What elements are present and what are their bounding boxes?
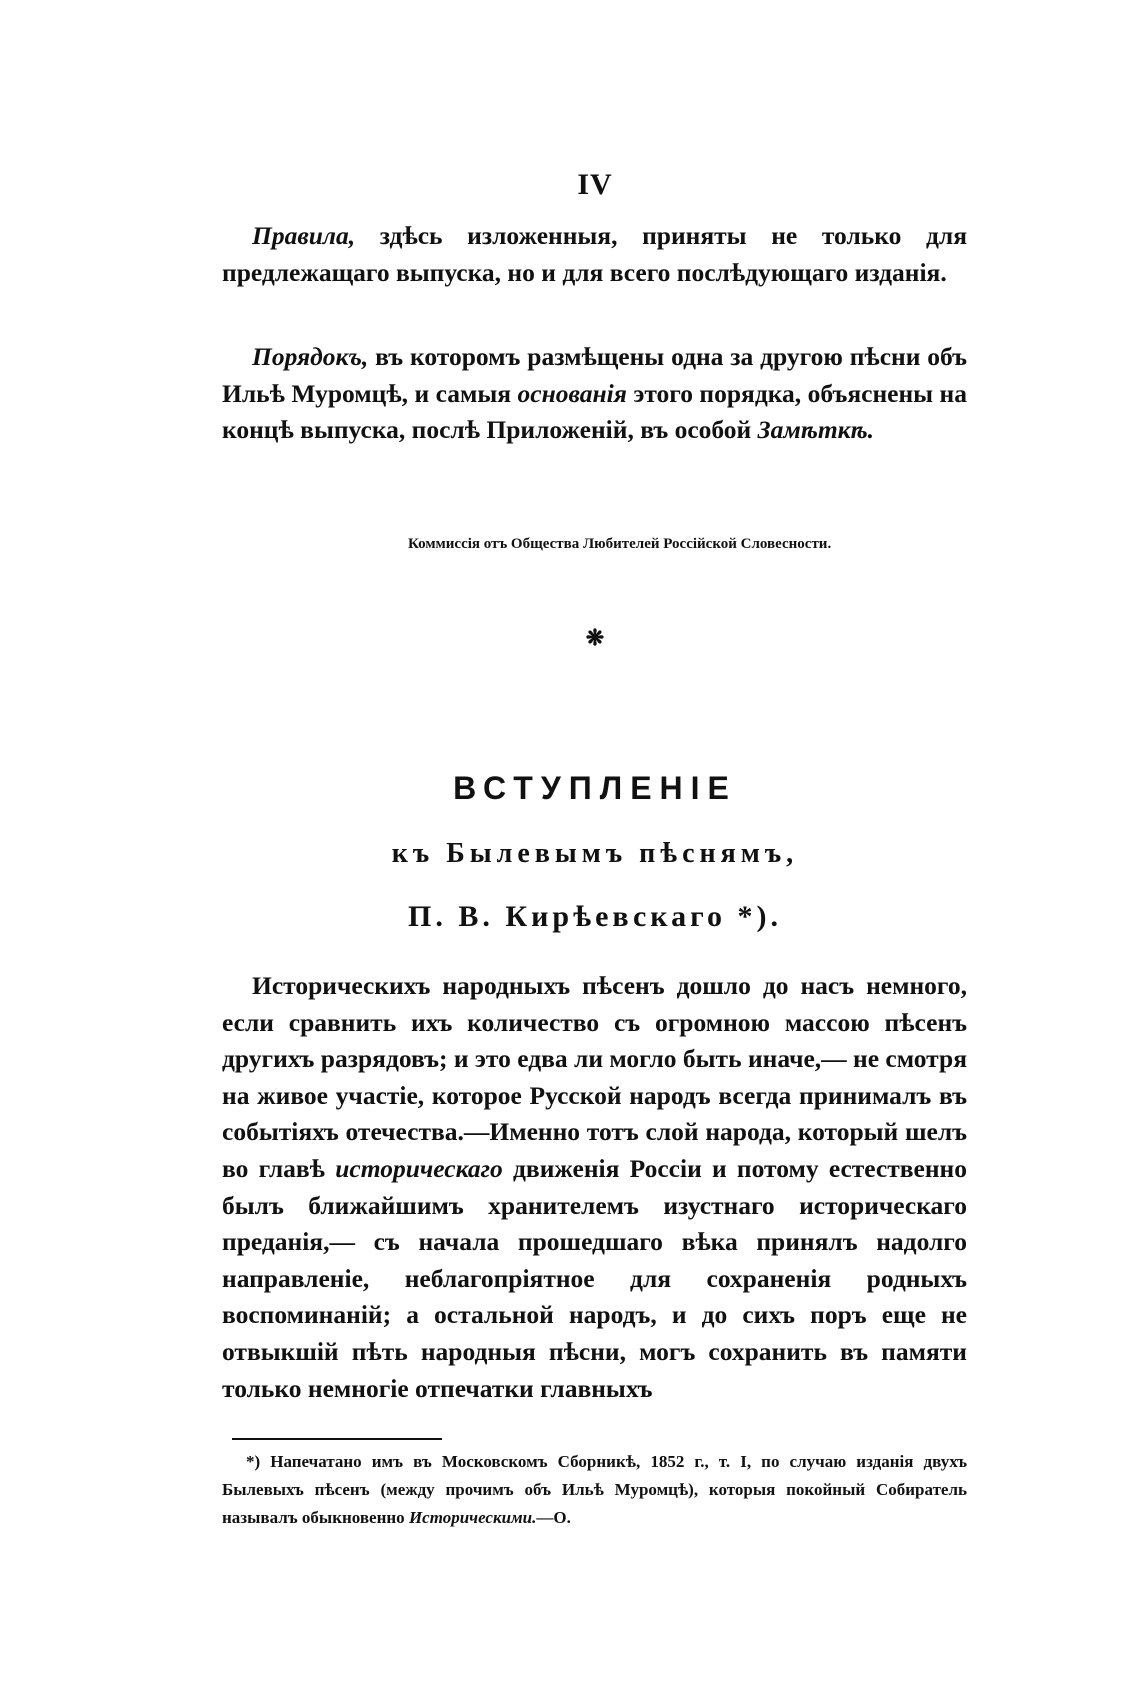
section-subtitle: къ Былевымъ пѣснямъ, [391,838,799,869]
section-author: П. В. Кирѣевскаго *). [408,900,782,933]
order-emphasis: основанія [517,378,627,408]
footnote-divider [232,1438,442,1440]
paragraph-order [222,339,967,449]
paragraph-main [222,968,967,1407]
rules-lead-word: Правила, [252,221,356,250]
main-text-1: Историческихъ народныхъ пѣсенъ дошло до насъ немного, если сравнить ихъ количество съ огромною массою пѣсенъ другихъ разрядовъ; и это едва ли могло быть иначе,— не смотря на живое участіе, которое Русской народъ всегда принималъ въ событіяхъ отечества.—Именно тотъ слой народа, который шелъ во главѣ [222,971,967,1183]
order-lead-word: Порядокъ, [252,342,369,371]
order-text-2: этого порядка, объяснены на концѣ выпуска, послѣ Приложеній, въ особой [222,378,967,445]
section-title: ВСТУПЛЕНІЕ [453,770,737,806]
footnote-text-1: *) Напечатано имъ въ Московскомъ Сборникѣ, 1852 г., т. I, по случаю изданія двухъ Былевыхъ пѣсенъ (между прочимъ объ Ильѣ Муромцѣ), которыя покойный Собиратель называлъ обыкновенно [222,1452,967,1527]
order-text-1: въ которомъ размѣщены одна за другою пѣсни объ Ильѣ Муромцѣ, и самыя [222,342,967,408]
asterisk-ornament-icon: ❋ [585,625,605,650]
order-end-word: Замѣткѣ. [757,415,874,445]
page-number: IV [577,168,613,201]
footnote-text-2: —О. [536,1508,571,1527]
commission-signature: Коммиссія отъ Общества Любителей Россійской Словесности. [408,536,832,552]
footnote [222,1448,967,1532]
paragraph-rules [222,218,967,291]
main-text-2: движенія Россіи и потому естественно былъ ближайшимъ хранителемъ изустнаго историческаго преданія,— съ начала прошедшаго вѣка принялъ надолго направленіе, неблагопріятное для сохраненія родныхъ воспоминаній; а остальной народъ, и до сихъ поръ еще не отвыкшій пѣть народныя пѣсни, могъ сохранить въ памяти только немногіе отпечатки главныхъ [222,1153,967,1403]
footnote-emphasis: Историческими. [408,1508,537,1527]
rules-text: здѣсь изложенныя, приняты не только для предлежащаго выпуска, но и для всего послѣдующаго изданія. [222,221,967,287]
main-emphasis: историческаго [335,1153,503,1183]
